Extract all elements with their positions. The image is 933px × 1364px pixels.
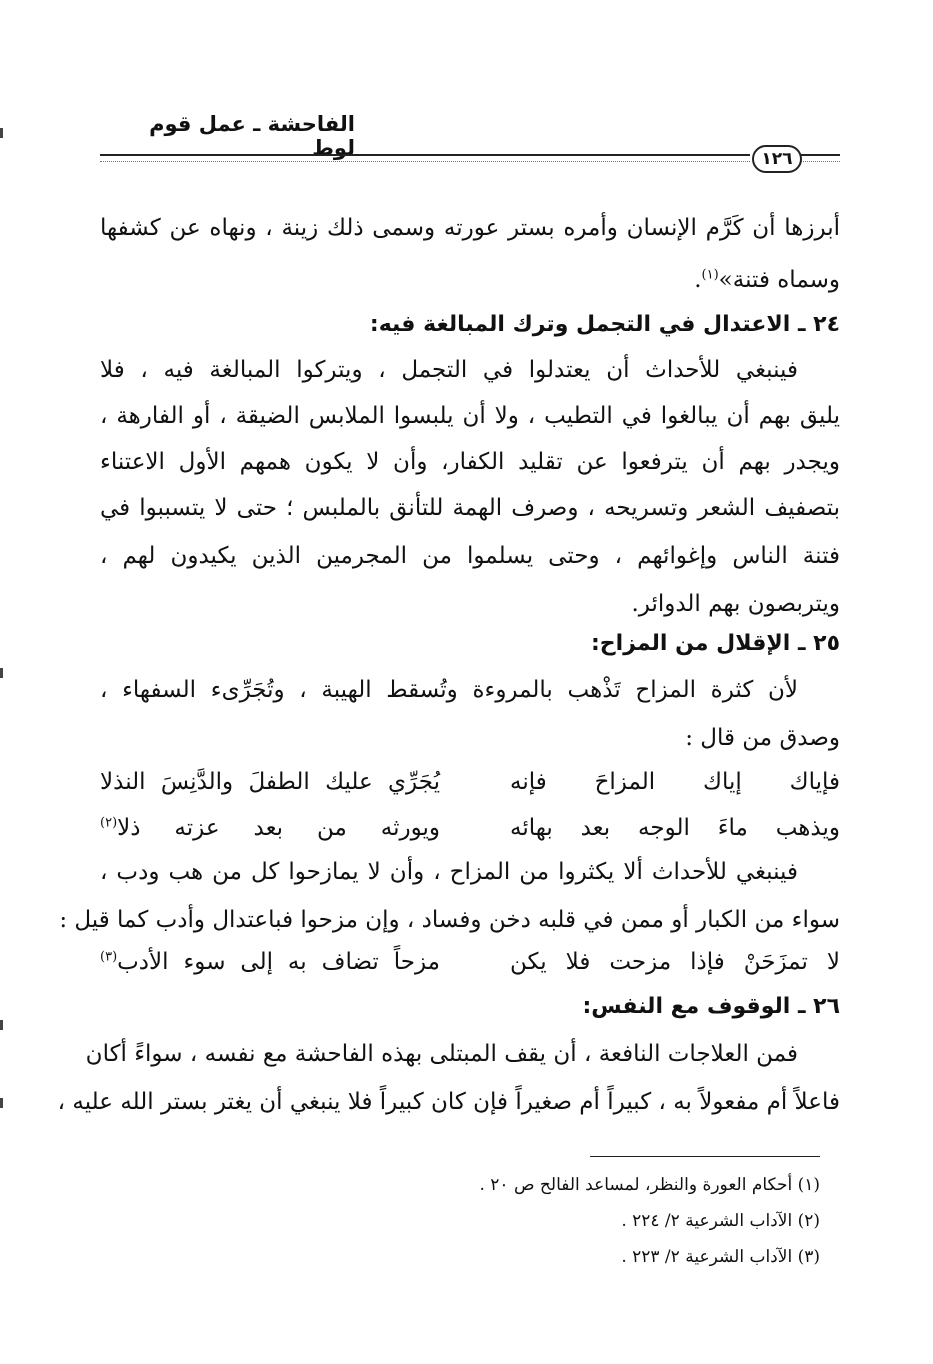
body-line: ويتربصون بهم الدوائر. xyxy=(631,591,840,617)
verse-hemistich-first: لا تمزَحَنْ فإذا مزحت فلا يكن xyxy=(510,949,840,975)
verse-text: ويورثه من بعد عزته ذلا xyxy=(117,815,440,841)
scan-margin-mark xyxy=(0,668,3,678)
verse-line xyxy=(100,812,840,844)
verse-text: مزحاً تضاف به إلى سوء الأدب xyxy=(117,949,440,975)
body-line: لأن كثرة المزاح تَذْهب بالمروءة وتُسقط الهيبة ، وتُجَرِّىء السفهاء ، xyxy=(100,677,798,703)
body-line: فمن العلاجات النافعة ، أن يقف المبتلى بهذه الفاحشة مع نفسه ، سواءً أكان xyxy=(85,1041,798,1067)
body-line-text: وسماه فتنة» xyxy=(718,267,840,293)
body-line-end: . xyxy=(694,267,702,293)
section-heading-26: ٢٦ ـ الوقوف مع النفس: xyxy=(582,994,840,1019)
scan-margin-mark xyxy=(0,1098,3,1108)
footnote-separator xyxy=(590,1156,820,1157)
body-line: سواء من الكبار أو ممن في قلبه دخن وفساد ، وإن مزحوا فباعتدال وأدب كما قيل : xyxy=(59,907,840,933)
verse-hemistich-first: فإياك إياك المزاحَ فإنه xyxy=(510,769,840,795)
section-heading-24: ٢٤ ـ الاعتدال في التجمل وترك المبالغة فيه: xyxy=(369,312,840,337)
scan-margin-mark xyxy=(0,1020,3,1030)
header-rule xyxy=(100,154,750,162)
section-heading-25: ٢٥ ـ الإقلال من المزاح: xyxy=(591,631,840,656)
footnote-ref: (١) xyxy=(701,267,719,283)
footnote: (٣) الآداب الشرعية ٢/ ٢٢٣ . xyxy=(621,1247,820,1267)
body-line xyxy=(100,264,840,296)
footnote-ref: (٢) xyxy=(100,815,118,831)
footnote-ref: (٣) xyxy=(100,949,118,965)
body-line: فينبغي للأحداث ألا يكثروا من المزاح ، وأن لا يمازحوا كل من هب ودب ، xyxy=(100,859,798,885)
footnote: (١) أحكام العورة والنظر، لمساعد الفالح ص ٢٠ . xyxy=(479,1175,820,1195)
verse-hemistich-second: يُجَرِّي عليك الطفلَ والدَّنِسَ النذلا xyxy=(100,769,440,795)
scan-margin-mark xyxy=(0,128,3,138)
verse-hemistich-second xyxy=(100,812,440,844)
body-line: يليق بهم أن يبالغوا في التطيب ، ولا أن يلبسوا الملابس الضيقة ، أو الفارهة ، xyxy=(100,403,840,429)
verse-line xyxy=(100,946,840,978)
footnote: (٢) الآداب الشرعية ٢/ ٢٢٤ . xyxy=(621,1211,820,1231)
page-number: ١٢٦ xyxy=(752,145,802,173)
body-line: فينبغي للأحداث أن يعتدلوا في التجمل ، ويتركوا المبالغة فيه ، فلا xyxy=(100,357,798,383)
body-line: فاعلاً أم مفعولاً به ، كبيراً أم صغيراً فإن كان كبيراً فلا ينبغي أن يغتر بستر الله عليه ، xyxy=(57,1089,840,1115)
verse-hemistich-first: ويذهب ماءَ الوجه بعد بهائه xyxy=(510,815,840,841)
verse-hemistich-second xyxy=(100,946,440,978)
header-rule-right xyxy=(800,154,840,162)
body-line: أبرزها أن كَرَّم الإنسان وأمره بستر عورته وسمى ذلك زينة ، ونهاه عن كشفها xyxy=(100,215,840,241)
body-line: وصدق من قال : xyxy=(685,725,840,751)
body-line: فتنة الناس وإغوائهم ، وحتى يسلموا من المجرمين الذين يكيدون لهم ، xyxy=(100,543,840,569)
verse-line xyxy=(100,766,840,798)
body-line: بتصفيف الشعر وتسريحه ، وصرف الهمة للتأنق بالملبس ؛ حتى لا يتسببوا في xyxy=(100,495,840,521)
running-header-title: الفاحشة ـ عمل قوم لوط xyxy=(149,112,355,160)
body-line: ويجدر بهم أن يترفعوا عن تقليد الكفار، وأن لا يكون همهم الأول الاعتناء xyxy=(100,449,840,475)
